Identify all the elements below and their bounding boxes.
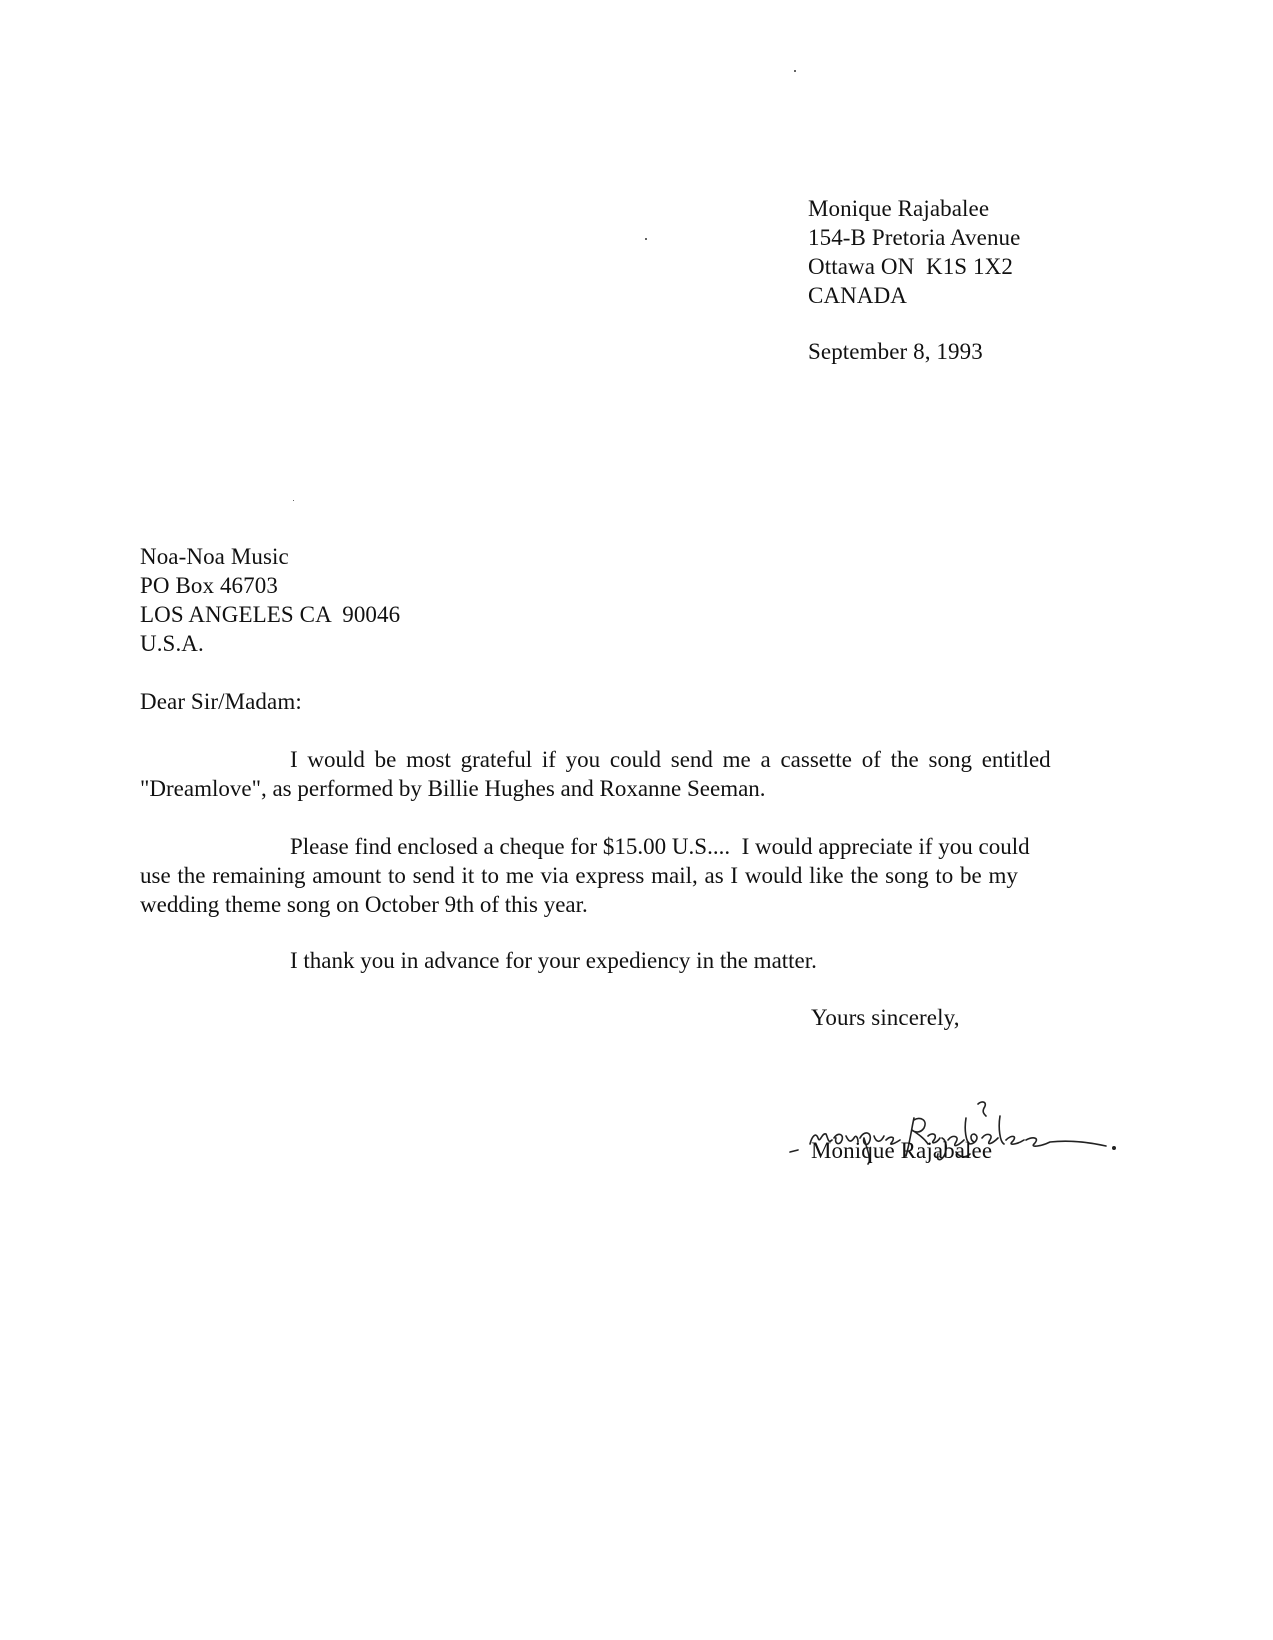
paragraph-line: I would be most grateful if you could send me a cassette of the song entitled [290, 747, 1051, 772]
paragraph-line: Please find enclosed a cheque for $15.00 U.S.... I would appreciate if you could [290, 834, 1030, 859]
scan-speck [645, 238, 647, 240]
body-paragraph-3: I thank you in advance for your expediency in the matter. [290, 948, 817, 973]
salutation: Dear Sir/Madam: [140, 689, 302, 714]
scan-speck [293, 500, 294, 501]
sender-name: Monique Rajabalee [808, 196, 990, 221]
sender-street: 154-B Pretoria Avenue [808, 225, 1021, 250]
recipient-city: LOS ANGELES CA 90046 [140, 602, 401, 627]
signature-name: Monique Rajabalee [811, 1138, 993, 1163]
closing: Yours sincerely, [811, 1005, 960, 1030]
paragraph-line: "Dreamlove", as performed by Billie Hughes and Roxanne Seeman. [140, 776, 766, 801]
paragraph-line: use the remaining amount to send it to me via express mail, as I would like the song to be my [140, 863, 1018, 888]
scan-speck [794, 70, 796, 72]
paragraph-line: wedding theme song on October 9th of this year. [140, 892, 588, 917]
recipient-po-box: PO Box 46703 [140, 573, 278, 598]
sender-city: Ottawa ON K1S 1X2 [808, 254, 1013, 279]
recipient-country: U.S.A. [140, 631, 204, 656]
letter-date: September 8, 1993 [808, 339, 983, 364]
sender-country: CANADA [808, 283, 907, 308]
recipient-name: Noa-Noa Music [140, 544, 289, 569]
